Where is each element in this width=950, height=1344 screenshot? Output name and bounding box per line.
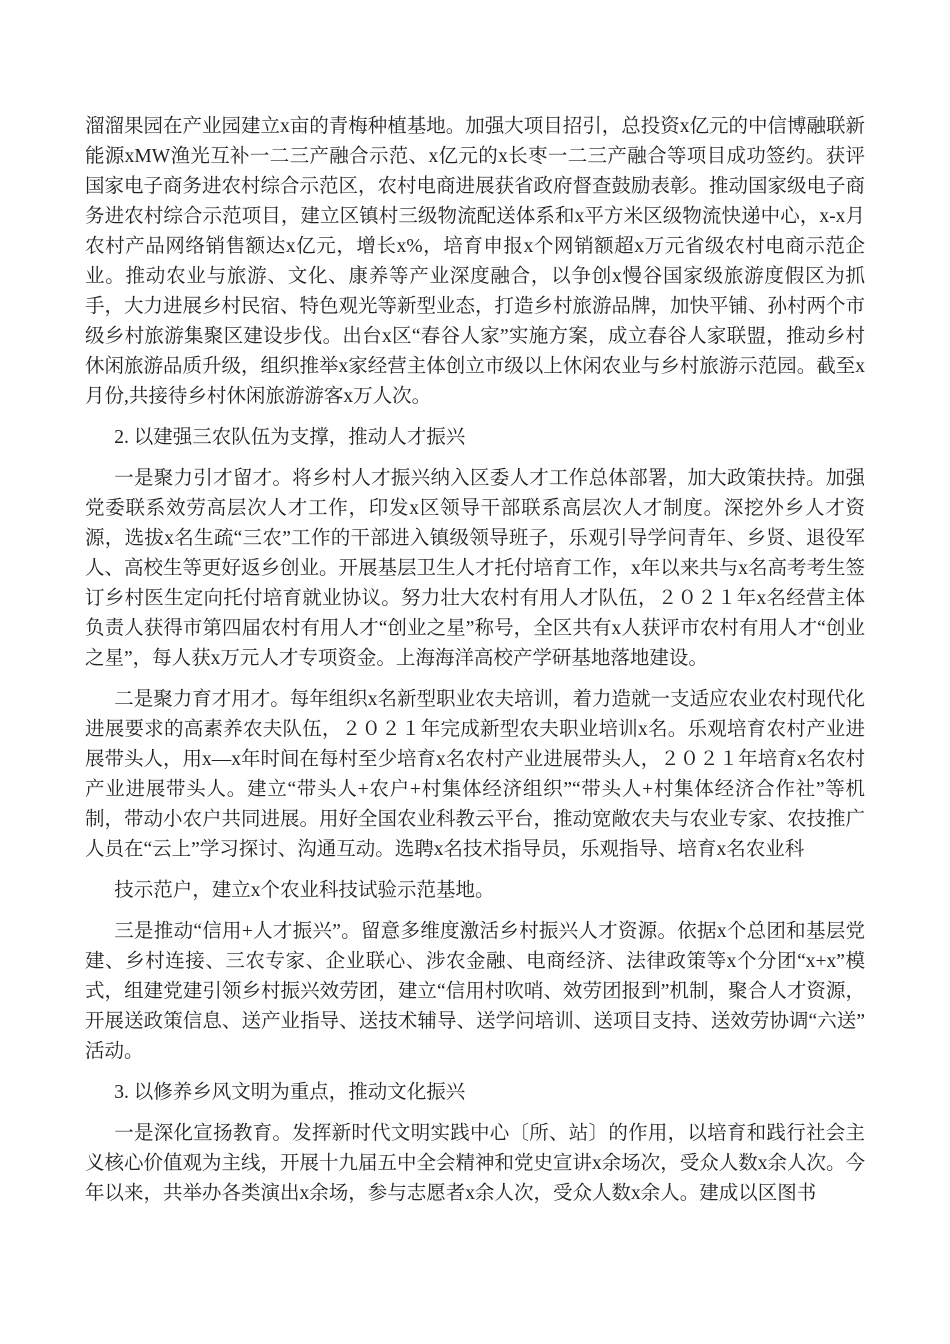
body-paragraph: 溜溜果园在产业园建立x亩的青梅种植基地。加强大项目招引，总投资x亿元的中信博融联新能源xMW渔光互补一二三产融合示范、x亿元的x长枣一二三产融合等项目成功签约。获评国家电子商务进农村综合示范区，农村电商进展获省政府督查鼓励表彰。推动国家级电子商务进农村综合示范项目，建立区镇村三级物流配送体系和x平方米区级物流快递中心，x-x月农村产品网络销售额达x亿元，增长x%，培育申报x个网销额超x万元省级农村电商示范企业。推动农业与旅游、文化、康养等产业深度融合，以争创x慢谷国家级旅游度假区为抓手，大力进展乡村民宿、特色观光等新型业态，打造乡村旅游品牌，加快平铺、孙村两个市级乡村旅游集聚区建设步伐。出台x区“春谷人家”实施方案，成立春谷人家联盟，推动乡村休闲旅游品质升级，组织推举x家经营主体创立市级以上休闲农业与乡村旅游示范园。截至x月份,共接待乡村休闲旅游游客x万人次。 xyxy=(85,116,866,407)
document-body xyxy=(85,112,865,1209)
body-paragraph: 技示范户，建立x个农业科技试验示范基地。 xyxy=(114,880,495,901)
body-paragraph: 三是推动“信用+人才振兴”。留意多维度激活乡村振兴人才资源。依据x个总团和基层党建、乡村连接、三农专家、企业联心、涉农金融、电商经济、法律政策等x个分团“x+x”模式，组建党建引领乡村振兴效劳团，建立“信用村吹哨、效劳团报到”机制，聚合人才资源，开展送政策信息、送产业指导、送技术辅导、送学问培训、送项目支持、送效劳协调“六送”活动。 xyxy=(85,921,865,1062)
section-heading: 3. 以修养乡风文明为重点，推动文化振兴 xyxy=(114,1082,466,1103)
body-paragraph: 一是聚力引才留才。将乡村人才振兴纳入区委人才工作总体部署，加大政策扶持。加强党委联系效劳高层次人才工作，印发x区领导干部联系高层次人才制度。深挖外乡人才资源，选拔x名生疏“三农”工作的干部进入镇级领导班子，乐观引导学问青年、乡贤、退役军人、高校生等更好返乡创业。开展基层卫生人才托付培育工作，x年以来共与x名高考考生签订乡村医生定向托付培育就业协议。努力壮大农村有用人才队伍，２０２１年x名经营主体负责人获得市第四届农村有用人才“创业之星”称号，全区共有x人获评市农村有用人才“创业之星”，每人获x万元人才专项资金。上海海洋高校产学研基地落地建设。 xyxy=(85,468,866,669)
body-paragraph: 二是聚力育才用才。每年组织x名新型职业农夫培训，着力造就一支适应农业农村现代化进展要求的高素养农夫队伍，２０２１年完成新型农夫职业培训x名。乐观培育农村产业进展带头人，用x—x年时间在每村至少培育x名农村产业进展带头人，２０２１年培育x名农村产业进展带头人。建立“带头人+农户+村集体经济组织”“带头人+村集体经济合作社”等机制，带动小农户共同进展。用好全国农业科教云平台，推动宽敞农夫与农业专家、农技推广人员在“云上”学习探讨、沟通互动。选聘x名技术指导员，乐观指导、培育x名农业科 xyxy=(85,689,866,860)
section-heading: 2. 以建强三农队伍为支撑，推动人才振兴 xyxy=(114,427,466,448)
body-paragraph: 一是深化宣扬教育。发挥新时代文明实践中心〔所、站〕的作用，以培育和践行社会主义核心价值观为主线，开展十九届五中全会精神和党史宣讲x余场次，受众人数x余人次。今年以来，共举办各类演出x余场，参与志愿者x余人次，受众人数x余人。建成以区图书 xyxy=(85,1123,866,1204)
